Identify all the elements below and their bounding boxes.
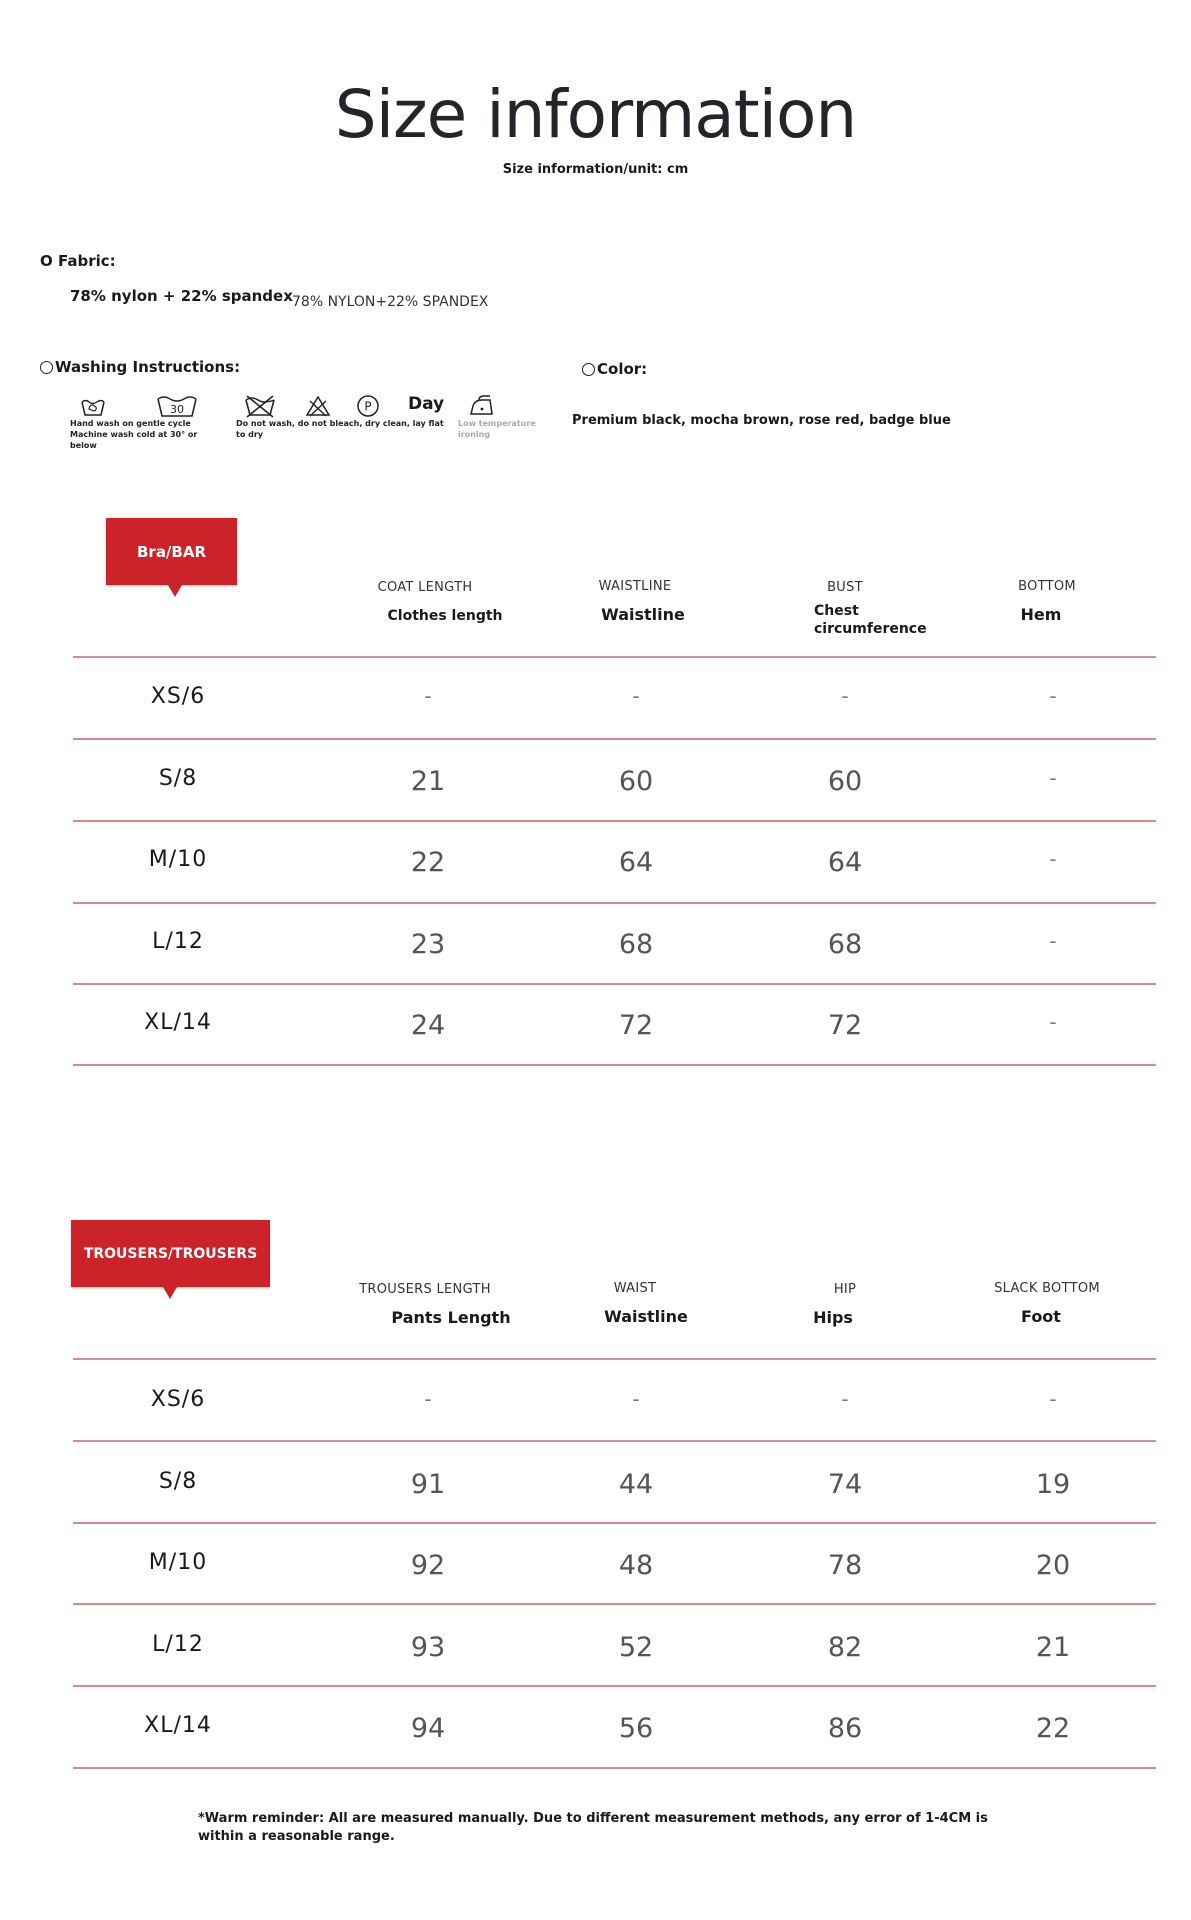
hand-wash-icon bbox=[80, 394, 106, 418]
ring-icon bbox=[582, 363, 595, 376]
size-label: XL/14 bbox=[144, 1713, 212, 1739]
washing-instructions-label bbox=[40, 358, 240, 376]
table-cell: 72 bbox=[827, 1010, 863, 1042]
table-cell: - bbox=[424, 684, 432, 708]
trousers-header-hip-en: HIP bbox=[833, 1282, 857, 1297]
bra-header-bust-en: BUST bbox=[827, 580, 863, 595]
page-title: Size information bbox=[334, 76, 857, 153]
table-rule bbox=[73, 820, 1156, 822]
table-cell: 60 bbox=[618, 765, 654, 797]
table-cell: 24 bbox=[410, 1010, 446, 1042]
size-label: M/10 bbox=[148, 1550, 208, 1576]
trousers-header-hips: Hips bbox=[813, 1308, 853, 1327]
table-cell: - bbox=[1049, 928, 1057, 953]
bra-table-badge: Bra/BAR bbox=[106, 518, 237, 585]
trousers-table-badge: TROUSERS/TROUSERS bbox=[71, 1220, 270, 1287]
fabric-value-en: 78% NYLON+22% SPANDEX bbox=[292, 294, 489, 310]
bra-header-waistline-en: WAISTLINE bbox=[598, 579, 672, 594]
table-rule bbox=[73, 983, 1156, 985]
table-cell: - bbox=[1049, 1010, 1057, 1035]
size-label: L/12 bbox=[152, 928, 204, 954]
table-cell: 22 bbox=[410, 847, 446, 879]
table-cell: 20 bbox=[1035, 1550, 1071, 1582]
table-cell: 64 bbox=[827, 847, 863, 879]
washing-label-text: Washing Instructions: bbox=[55, 358, 241, 376]
table-cell: - bbox=[841, 684, 849, 708]
fabric-label: O Fabric: bbox=[40, 252, 116, 270]
size-label: M/10 bbox=[148, 847, 208, 873]
color-value: Premium black, mocha brown, rose red, badge blue bbox=[572, 413, 951, 428]
color-label-text: Color: bbox=[597, 360, 648, 378]
care-note-hand-wash: Hand wash on gentle cycle Machine wash cold at 30° or below bbox=[70, 419, 198, 450]
trousers-header-pants-length: Pants Length bbox=[391, 1308, 511, 1327]
bra-header-hem: Hem bbox=[1020, 605, 1062, 624]
table-cell: - bbox=[1049, 1387, 1057, 1411]
table-cell: 44 bbox=[618, 1468, 654, 1500]
table-cell: 64 bbox=[618, 847, 654, 879]
table-cell: 68 bbox=[618, 928, 654, 960]
table-cell: - bbox=[632, 1387, 640, 1411]
page-subtitle: Size information/unit: cm bbox=[502, 162, 689, 177]
size-label: XS/6 bbox=[150, 684, 206, 709]
table-cell: - bbox=[841, 1387, 849, 1411]
table-cell: 68 bbox=[827, 928, 863, 960]
bra-header-bottom-en: BOTTOM bbox=[1018, 579, 1076, 594]
trousers-header-foot: Foot bbox=[1021, 1307, 1061, 1326]
table-cell: - bbox=[1049, 765, 1057, 790]
fabric-value: 78% nylon + 22% spandex bbox=[70, 287, 293, 305]
size-label: S/8 bbox=[158, 765, 198, 791]
do-not-wash-icon bbox=[243, 394, 277, 418]
size-label: XL/14 bbox=[144, 1010, 212, 1036]
machine-wash-30-icon bbox=[156, 393, 198, 419]
size-label: L/12 bbox=[152, 1631, 204, 1657]
wash-temp-text: 30 bbox=[170, 403, 184, 416]
table-rule bbox=[73, 1685, 1156, 1687]
table-cell: - bbox=[632, 684, 640, 708]
table-cell: 52 bbox=[618, 1631, 654, 1663]
care-note-ironing: Low temperature ironing bbox=[458, 419, 536, 439]
table-cell: 74 bbox=[827, 1468, 863, 1500]
bra-header-waistline: Waistline bbox=[601, 605, 685, 624]
table-cell: 93 bbox=[410, 1631, 446, 1663]
table-rule bbox=[73, 656, 1156, 658]
table-rule bbox=[73, 1767, 1156, 1769]
table-cell: - bbox=[424, 1387, 432, 1411]
do-not-bleach-icon bbox=[305, 395, 331, 417]
table-rule bbox=[73, 902, 1156, 904]
table-cell: - bbox=[1049, 847, 1057, 872]
size-label: S/8 bbox=[158, 1468, 198, 1494]
trousers-header-waist-en: WAIST bbox=[613, 1281, 657, 1296]
size-label: XS/6 bbox=[150, 1387, 206, 1412]
table-rule bbox=[73, 1358, 1156, 1360]
dry-clean-icon bbox=[356, 394, 380, 418]
table-rule bbox=[73, 738, 1156, 740]
table-cell: 82 bbox=[827, 1631, 863, 1663]
trousers-header-waistline: Waistline bbox=[604, 1307, 688, 1326]
table-cell: 56 bbox=[618, 1713, 654, 1745]
table-cell: 21 bbox=[410, 765, 446, 797]
table-cell: 60 bbox=[827, 765, 863, 797]
color-label bbox=[582, 360, 647, 378]
table-rule bbox=[73, 1603, 1156, 1605]
table-cell: 21 bbox=[1035, 1631, 1071, 1663]
table-cell: 94 bbox=[410, 1713, 446, 1745]
low-temperature-iron-icon bbox=[468, 394, 494, 418]
trousers-header-length-en: TROUSERS LENGTH bbox=[359, 1282, 491, 1297]
table-rule bbox=[73, 1064, 1156, 1066]
warm-reminder: *Warm reminder: All are measured manually. Due to different measurement methods, any error of 1-4CM is within a reasonable range. bbox=[198, 1811, 988, 1844]
care-note-dry-clean: Do not wash, do not bleach, dry clean, lay flat to dry bbox=[236, 419, 444, 439]
table-cell: 91 bbox=[410, 1468, 446, 1500]
table-cell: 92 bbox=[410, 1550, 446, 1582]
bra-header-coat-length: COAT LENGTH bbox=[377, 580, 473, 595]
dry-clean-letter: P bbox=[364, 399, 372, 414]
table-cell: 22 bbox=[1035, 1713, 1071, 1745]
table-cell: 78 bbox=[827, 1550, 863, 1582]
bra-header-chest-circumference: Chest circumference bbox=[814, 603, 927, 637]
table-rule bbox=[73, 1522, 1156, 1524]
lay-flat-day-icon: Day bbox=[408, 394, 445, 414]
table-rule bbox=[73, 1440, 1156, 1442]
table-cell: 72 bbox=[618, 1010, 654, 1042]
table-cell: - bbox=[1049, 684, 1057, 708]
trousers-header-slack-bottom-en: SLACK BOTTOM bbox=[994, 1281, 1100, 1296]
table-cell: 86 bbox=[827, 1713, 863, 1745]
ring-icon bbox=[40, 361, 53, 374]
table-cell: 48 bbox=[618, 1550, 654, 1582]
table-cell: 23 bbox=[410, 928, 446, 960]
table-cell: 19 bbox=[1035, 1468, 1071, 1500]
bra-header-clothes-length: Clothes length bbox=[387, 608, 503, 624]
